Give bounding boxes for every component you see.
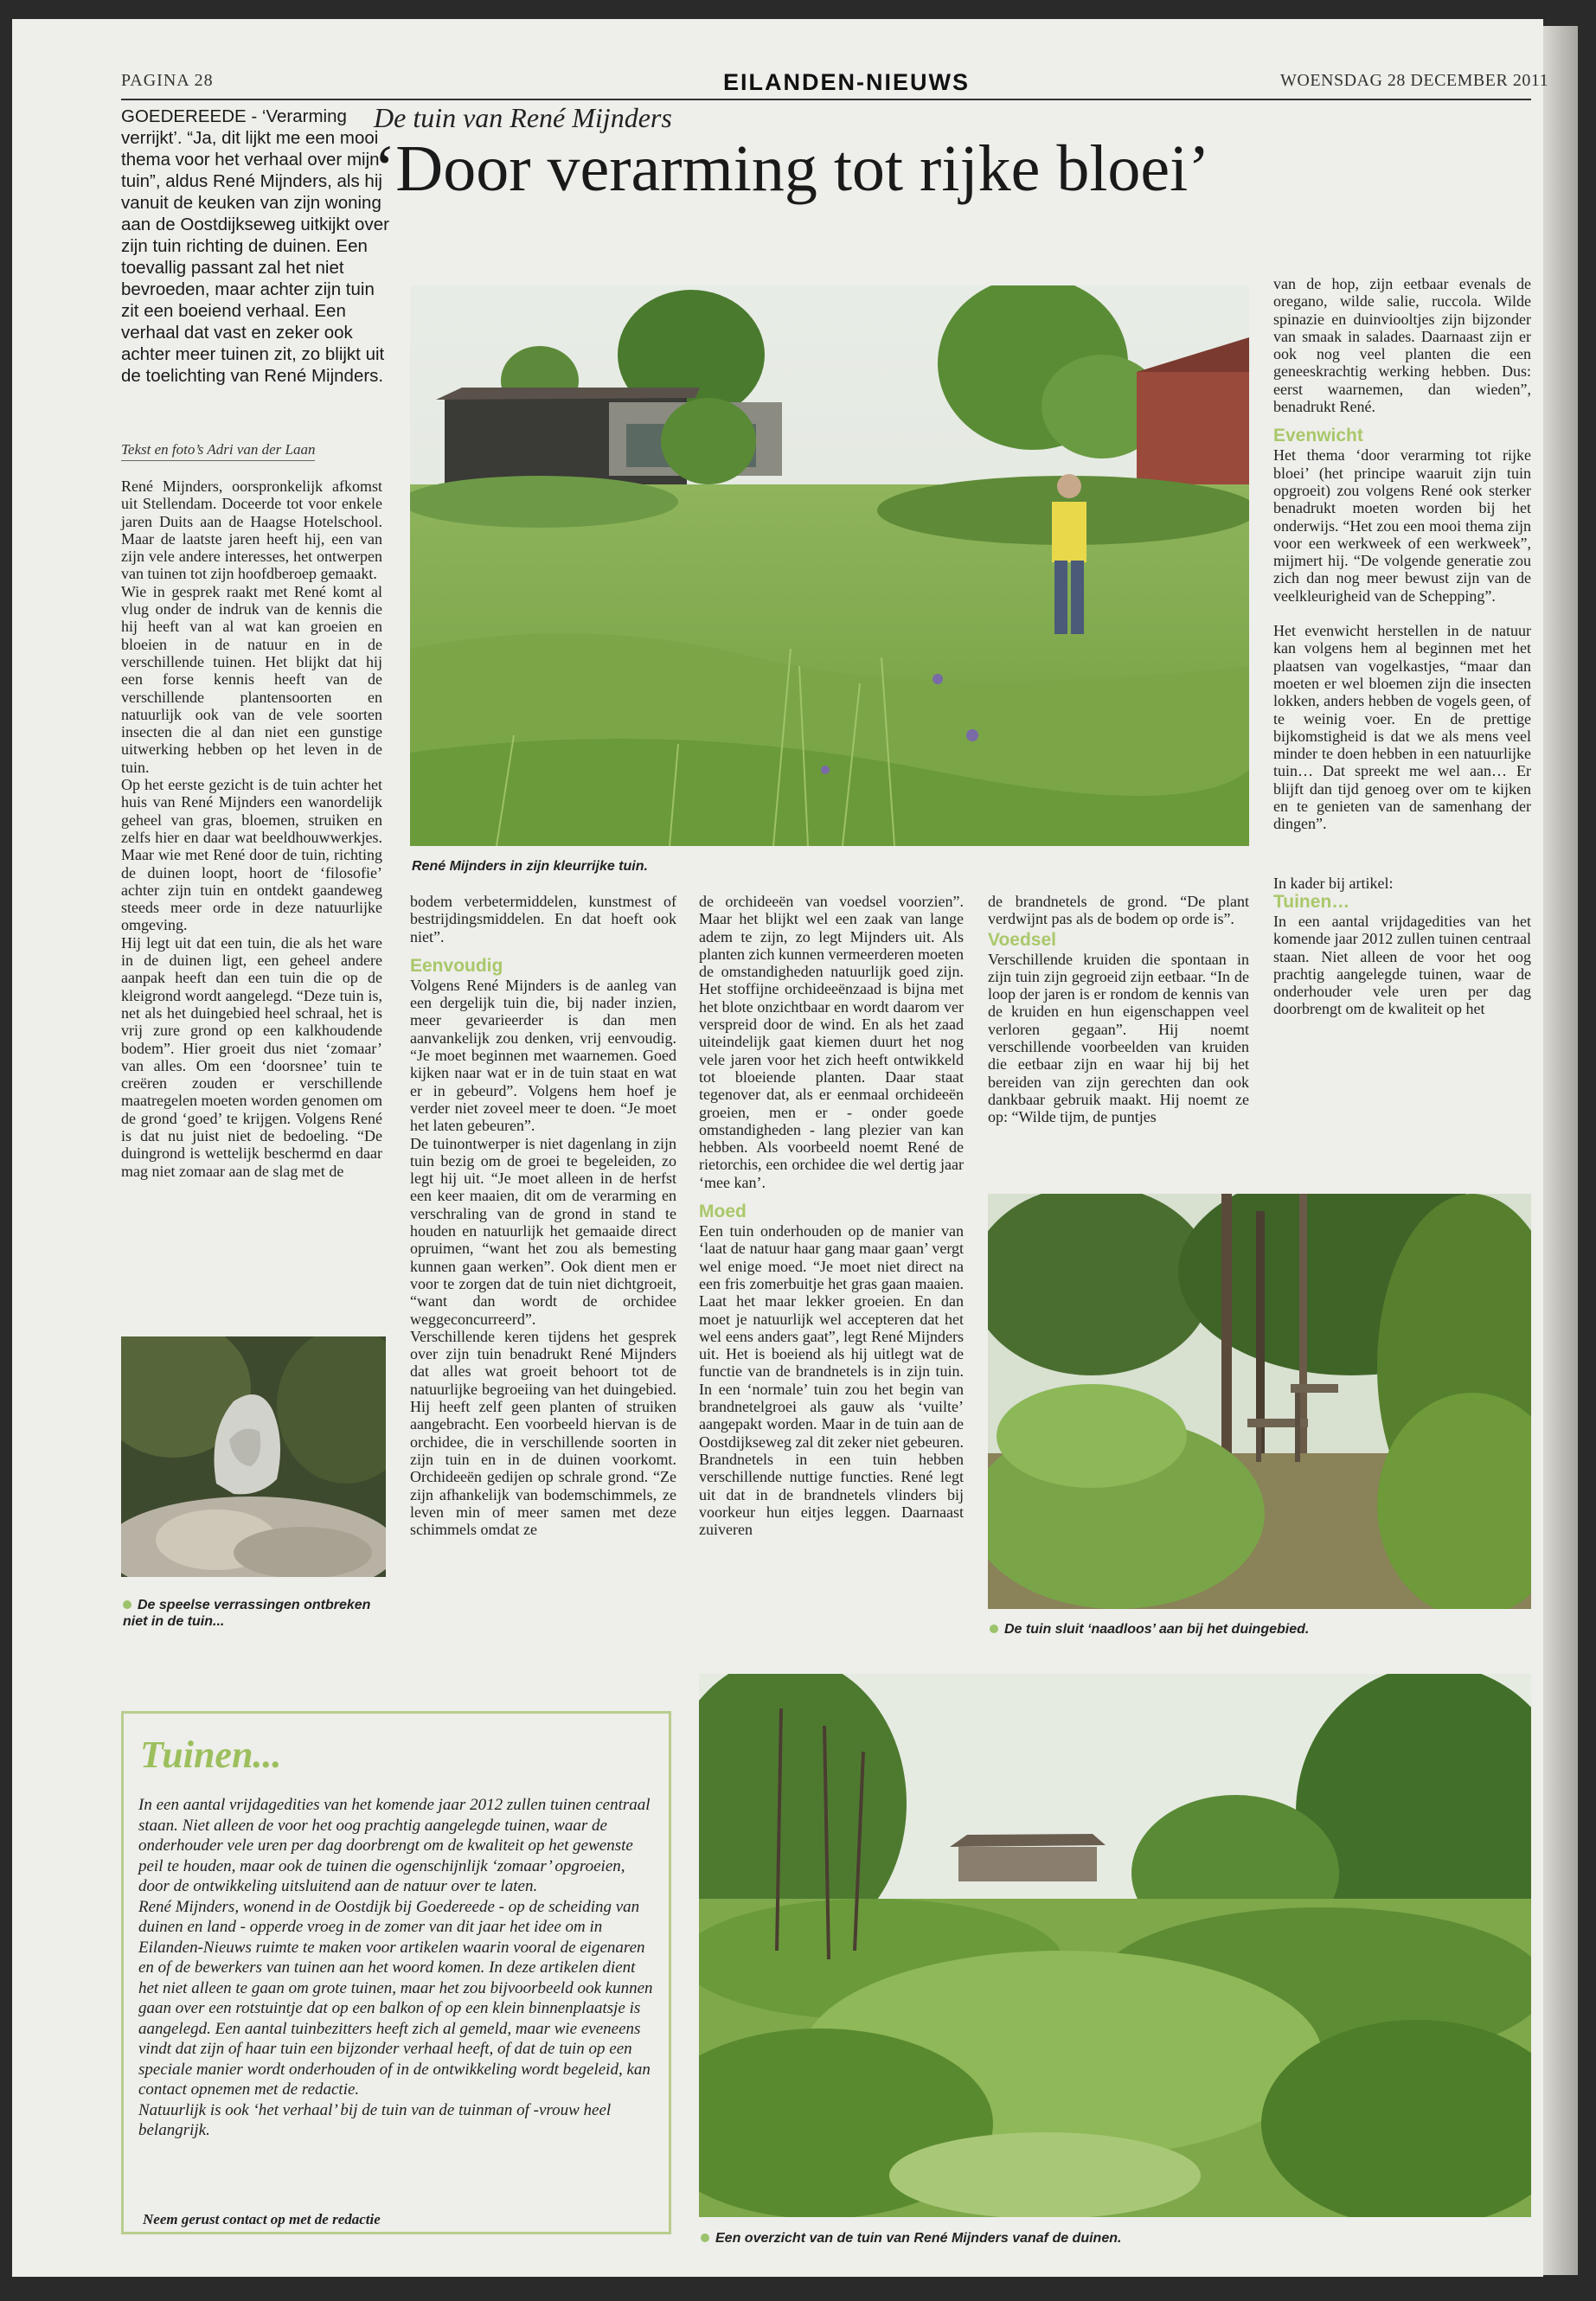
forest-photo-caption (990, 1621, 1309, 1638)
infobox-paragraph: René Mijnders, wonend in de Oostdijk bij Goedereede - op de scheiding van duinen en land - opperde vroeg in de zomer van dit jaar het idee om in Eilanden-Nieuws ruimte te maken voor artikelen waarin vooral de eigenaren en of de bewerkers van tuinen aan het woord komen. In deze artikelen dient het niet alleen te gaan om grote tuinen, maar het zou bijvoorbeeld ook kunnen gaan over een rotstuintje dat op een balkon of op een klein binnenplaatsje is aangelegd. Een aantal tuinbezitters heeft zich al gemeld, maar wie eveneens vindt dat zijn of haar tuin een bijzonder verhaal heeft, of dat de tuin op een speciale manier wordt onderhouden of in de ontwikkeling wordt begeleid, kan contact opnemen met de redactie. (138, 1897, 653, 2099)
infobox-paragraph: In een aantal vrijdagedities van het komende jaar 2012 zullen tuinen centraal staan. Niet alleen de voor het oog prachtig aangelegde tuinen, waar de onderhouder vele uren per dag doorbrengt om de kwaliteit op het gewenste peil te houden, maar ook de tuinen die ogenschijnlijk ‘zomaar’ opgroeien, door de ontwikkeling uitsluitend aan de natuur over te laten. (138, 1796, 651, 1895)
subheading-voedsel: Voedsel (988, 929, 1056, 950)
article-intro: GOEDEREEDE - ‘Verarming verrijkt’. “Ja, dit lijkt me een mooi thema voor het verhaal over mijn tuin”, aldus René Mijnders, als hij vanuit de keuken van zijn woning aan de Oostdijkseweg uitkijkt over zijn tuin richting de duinen. Een toevallig passant zal het niet bevroeden, maar achter zijn tuin zit een boeiend verhaal. Een verhaal dat vast en zeker ook achter meer tuinen zit, zo blijkt uit de toelichting van René Mijnders. (121, 106, 389, 386)
caption-bullet (990, 1625, 998, 1633)
subheading-eenvoudig: Eenvoudig (410, 955, 503, 976)
paragraph: Volgens René Mijnders is de aanleg van een dergelijk tuin die, bij nader inzien, meer gevarieerder is dan men aanvankelijk zou denken, vrij eenvoudig. “Je moet beginnen met waarnemen. Goed kijken naar wat er in de tuin staat en wat er in gebeurd”. Volgens hem hoef je verder niet zoveel meer te doen. “Je moet het laten gebeuren”. (410, 976, 676, 1135)
caption-text: Een overzicht van de tuin van René Mijnders vanaf de duinen. (715, 2231, 1122, 2246)
stone-sculpture-photo (121, 1336, 386, 1577)
paragraph: Wie in gesprek raakt met René komt al vlug onder de indruk van de kennis die hij heeft van al wat kan groeien en bloeien in de natuur en in de verschillende tuinen. Het blijkt dat hij een forse kennis heeft van de verschillende plantensoorten en natuurlijk ook van de vele soorten insecten die al dan niet een gunstige uitwerking hebben op het leven in de tuin. (121, 582, 382, 776)
caption-text: De speelse verrassingen ontbreken niet in de tuin... (123, 1598, 371, 1629)
caption-bullet (123, 1600, 131, 1609)
paragraph: De tuinontwerper is niet dagenlang in zijn tuin bezig om de groei te begeleiden, zo legt hij uit. “Je moet alleen in de herfst een keer maaien, dit om de verarming en verschraling van de grond in stand te houden en natuurlijk het gemaaide direct opruimen, “want het zou als bemesting kunnen gaan werken”. Ook dient men er voor te zorgen dat de tuin niet dichtgroeit, “want dan wordt de orchidee weggeconcurreerd”. (410, 1134, 676, 1328)
subheading-tuinen: Tuinen… (1273, 891, 1350, 912)
kader-label: In kader bij artikel: (1273, 874, 1394, 892)
paragraph: Het evenwicht herstellen in de natuur kan volgens hem al beginnen met het plaatsen van vogelkastjes, “maar dan moeten er wel bloemen zijn die insecten lokken, anders hebben de vogels geen, of te weinig voer. En de prettige bijkomstigheid is dat we als mens veel minder te doen hebben in een natuurlijke tuin… Dat spreekt me wel aan… Er blijft dan tijd genoeg over om te kijken en te genieten van de samenhang der dingen”. (1273, 622, 1531, 833)
header-rule (121, 99, 1531, 100)
paragraph: bodem verbetermiddelen, kunstmest of bestrijdingsmiddelen. En dat hoeft ook niet”. (410, 893, 676, 945)
stone-photo-caption (123, 1597, 382, 1630)
paragraph: Verschillende kruiden die spontaan in zijn tuin zijn gegroeid zijn eetbaar. “In de loop der jaren is er rondom de kennis van de kruiden en hun eigenschappen veel verloren gegaan”. Hij noemt verschillende voorbeelden van kruiden die eetbaar zijn en waar hij bij het bereiden van zijn gerechten dan ook dankbaar gebruik maakt. Hij noemt ze op: “Wilde tijm, de puntjes (988, 950, 1249, 1126)
article-kicker: De tuin van René Mijnders (374, 102, 672, 133)
issue-date: WOENSDAG 28 DECEMBER 2011 (1280, 71, 1549, 90)
caption-bullet (701, 2234, 709, 2242)
article-column-3 (699, 893, 964, 1538)
article-column-5 (1273, 275, 1531, 1018)
article-column-2 (410, 893, 676, 1538)
subheading-moed: Moed (699, 1202, 747, 1222)
infobox-title: Tuinen... (140, 1734, 282, 1776)
main-photo-garden (410, 285, 1249, 846)
paragraph: Hij legt uit dat een tuin, die als het ware in de duinen ligt, een geheel andere aanpak heeft dan een tuin die op de kleigrond wordt aangelegd. “Deze tuin is, net als het duingebied heel schraal, het is vrij zure grond op een kalkhoudende bodem”. Hier groeit dus niet ‘zomaar’ van alles. Om een ‘doorsnee’ tuin te creëren zouden er verschillende maatregelen moeten worden genomen om de grond ‘goed’ te krijgen. Volgens René is dat nu juist niet de bedoeling. “De duingrond is wettelijk beschermd en daar mag niet zomaar aan de slag met de (121, 933, 382, 1180)
paragraph: Op het eerste gezicht is de tuin achter het huis van René Mijnders een wanordelijk geheel van gras, bloemen, struiken en zelfs hier en daar wat beeldhouwwerkjes. Maar wie met René door de tuin, richting de duinen loopt, hoort de ‘filosofie’ achter zijn tuin en ontdekt gaandeweg steeds meer orde in deze natuurlijke omgeving. (121, 776, 382, 934)
paragraph: Verschillende keren tijdens het gesprek over zijn tuin benadrukt René Mijnders dat alles wat groeit behoort tot de natuurlijke begroeiing van het duingebied. Hij heeft zelf geen planten of struiken aangebracht. Een voorbeeld hiervan is de orchidee, die in verschillende soorten in zijn tuin en in de duinen voorkomt. Orchideeën gedijen op schrale grond. “Ze zijn afhankelijk van bodemschimmels, ze leven min of meer samen met deze schimmels omdat ze (410, 1327, 676, 1539)
byline: Tekst en foto’s Adri van der Laan (121, 441, 315, 461)
paragraph: Een tuin onderhouden op de manier van ‘laat de natuur haar gang maar gaan’ vergt wel enige moed. “Je moet niet direct na een fris zomerbuitje het gras gaan maaien. Laat het maar lekker groeien. En dan moet je natuurlijk wel accepteren dat het wel eens anders gaat”, legt René Mijnders uit. Het is boeiend als hij uitlegt wat de functie van de brandnetels is in zijn tuin. In een ‘normale’ tuin zou het begin van brandnetelgroei als gauw als ‘vuilte’ aangepakt worden. Maar in de tuin aan de Oostdijkseweg zal dit zeker niet gebeuren. Brandnetels in een tuin hebben verschillende nuttige functies. René legt uit dat in de brandnetels vlinders bij voorkeur hun eitjes leggen. Daarnaast zuiveren (699, 1222, 964, 1539)
infobox-paragraph: Natuurlijk is ook ‘het verhaal’ bij de tuin van de tuinman of -vrouw heel belangrijk. (138, 2100, 612, 2139)
infobox-text (138, 1795, 657, 2141)
paragraph: van de hop, zijn eetbaar evenals de oregano, wilde salie, ruccola. Wilde spinazie en duinviooltjes zijn bijzonder van smaak in salades. Daarnaast zijn er ook nog veel planten die een geneeskrachtig werking hebben. Dus: eerst waarnemen, dan wieden”, benadrukt René. (1273, 275, 1531, 416)
subheading-evenwicht: Evenwicht (1273, 426, 1363, 446)
paragraph: de orchideeën van voedsel voorzien”. Maar het blijkt wel een zaak van lange adem te zijn, zo legt Mijnders uit. Als planten zich kunnen vermeerderen moeten de omstandigheden natuurlijk goed zijn. Het stoffijne orchideeënzaad is bijna met het blote onzichtbaar en wordt daarom ver verspreid door de wind. En als het zaad uiteindelijk gaat kiemen duurt het nog vele jaren voor het zich heeft ontwikkeld tot bloeiende planten. Daar staat tegenover dat, als er eenmaal orchideeën groeien, men er - onder goede omstandigheden - lang plezier van kan hebben. Als voorbeeld noemt René de rietorchis, een orchidee die wel dertig jaar ‘mee kan’. (699, 893, 964, 1191)
newspaper-name: EILANDEN-NIEUWS (723, 69, 970, 95)
paragraph: René Mijnders, oorspronkelijk afkomst uit Stellendam. Doceerde tot voor enkele jaren Duits aan de Haagse Hotelschool. Maar de laatste jaren heeft hij, een van zijn vele andere interesses, het ontwerpen van tuinen tot zijn hoofdberoep gemaakt. (121, 478, 382, 583)
overview-garden-photo (699, 1674, 1531, 2217)
article-column-4 (988, 893, 1249, 1126)
paragraph: Het thema ‘door verarming tot rijke bloei’ (het principe waaruit zijn tuin opgroeit) zou volgens René ook sterker benadrukt moeten worden bij het onderwijs. “Het zou een mooi thema zijn voor een werkweek of een werkweek”, mijmert hij. “De volgende generatie zou zich dan nog meer bewust zijn van de veelkleurigheid van de Schepping”. (1273, 446, 1531, 605)
paragraph: In een aantal vrijdagedities van het komende jaar 2012 zullen tuinen centraal staan. Niet alleen de voor het oog prachtig aangelegde tuinen, waar de onderhouder vele uren per dag doorbrengt om de kwaliteit op het (1273, 912, 1531, 1018)
article-headline: ‘Door verarming tot rijke bloei’ (374, 132, 1210, 205)
page-number: PAGINA 28 (121, 71, 214, 90)
infobox-contact-line: Neem gerust contact op met de redactie (143, 2211, 381, 2227)
main-photo-caption: René Mijnders in zijn kleurrijke tuin. (412, 859, 648, 874)
paragraph: de brandnetels de grond. “De plant verdwijnt pas als de bodem op orde is”. (988, 893, 1249, 928)
caption-text: De tuin sluit ‘naadloos’ aan bij het duingebied. (1004, 1622, 1310, 1637)
page-edge-shadow (1543, 26, 1578, 2275)
forest-bench-photo (988, 1194, 1531, 1609)
overview-photo-caption (701, 2230, 1121, 2247)
article-column-1 (121, 478, 382, 1180)
